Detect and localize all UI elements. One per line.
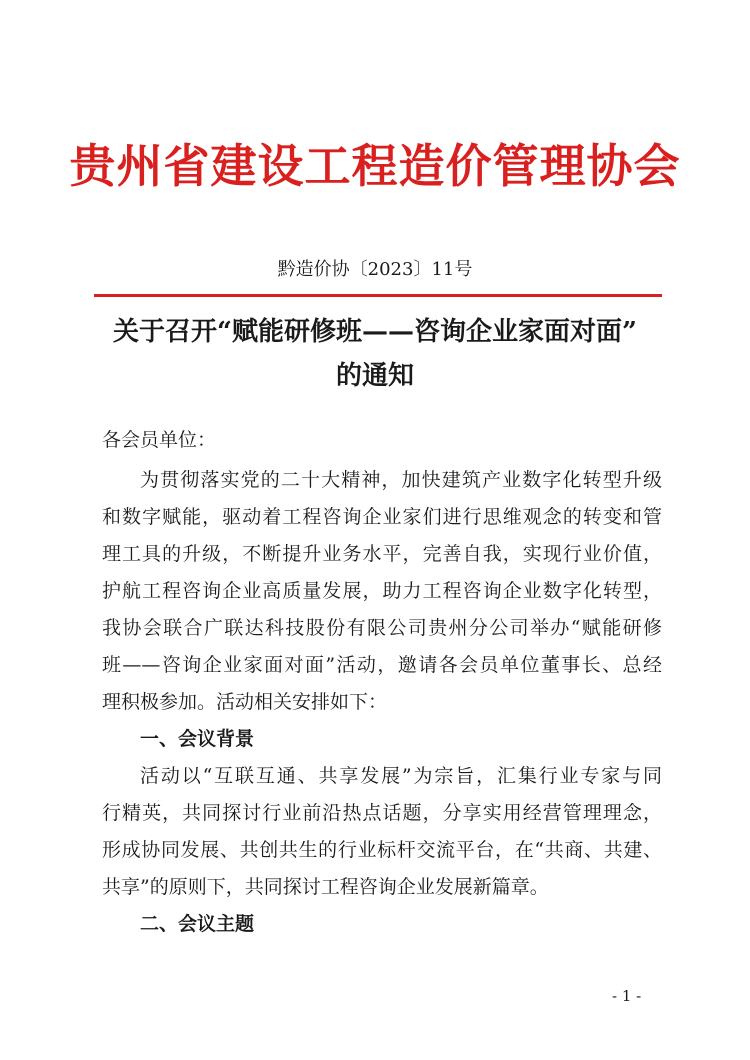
document-body bbox=[102, 462, 662, 943]
document-title bbox=[80, 310, 670, 398]
section-heading-background: 一、会议背景 bbox=[140, 728, 255, 750]
title-line-1: 关于召开“赋能研修班——咨询企业家面对面” bbox=[113, 317, 637, 347]
paragraph-line: 理积极参加。活动相关安排如下： bbox=[102, 691, 388, 713]
paragraph-line: 理工具的升级，不断提升业务水平，完善自我，实现行业价值， bbox=[102, 543, 662, 565]
paragraph-1 bbox=[102, 462, 662, 721]
paragraph-line: 班——咨询企业家面对面”活动，邀请各会员单位董事长、总经 bbox=[102, 654, 662, 676]
paragraph-line: 行精英，共同探讨行业前沿热点话题，分享实用经营管理理念， bbox=[102, 802, 662, 824]
paragraph-line: 和数字赋能，驱动着工程咨询企业家们进行思维观念的转变和管 bbox=[102, 506, 662, 528]
section-heading-theme: 二、会议主题 bbox=[140, 913, 255, 935]
paragraph-line: 共享”的原则下，共同探讨工程咨询企业发展新篇章。 bbox=[102, 876, 549, 898]
paragraph-line: 我协会联合广联达科技股份有限公司贵州分公司举办“赋能研修 bbox=[102, 617, 662, 639]
paragraph-line: 护航工程咨询企业高质量发展，助力工程咨询企业数字化转型， bbox=[102, 580, 662, 602]
paragraph-line: 为贯彻落实党的二十大精神，加快建筑产业数字化转型升级 bbox=[140, 469, 662, 491]
paragraph-line: 形成协同发展、共创共生的行业标杆交流平台，在“共商、共建、 bbox=[102, 839, 662, 861]
page-number: - 1 - bbox=[612, 987, 642, 1005]
title-line-2: 的通知 bbox=[335, 361, 414, 391]
paragraph-line: 活动以“互联互通、共享发展”为宗旨，汇集行业专家与同 bbox=[140, 765, 662, 787]
document-number: 黔造价协〔2023〕11号 bbox=[277, 259, 473, 280]
salutation: 各会员单位： bbox=[102, 429, 217, 451]
red-divider-line bbox=[94, 294, 662, 297]
paragraph-2 bbox=[102, 758, 662, 906]
organization-header: 贵州省建设工程造价管理协会 bbox=[69, 139, 681, 193]
